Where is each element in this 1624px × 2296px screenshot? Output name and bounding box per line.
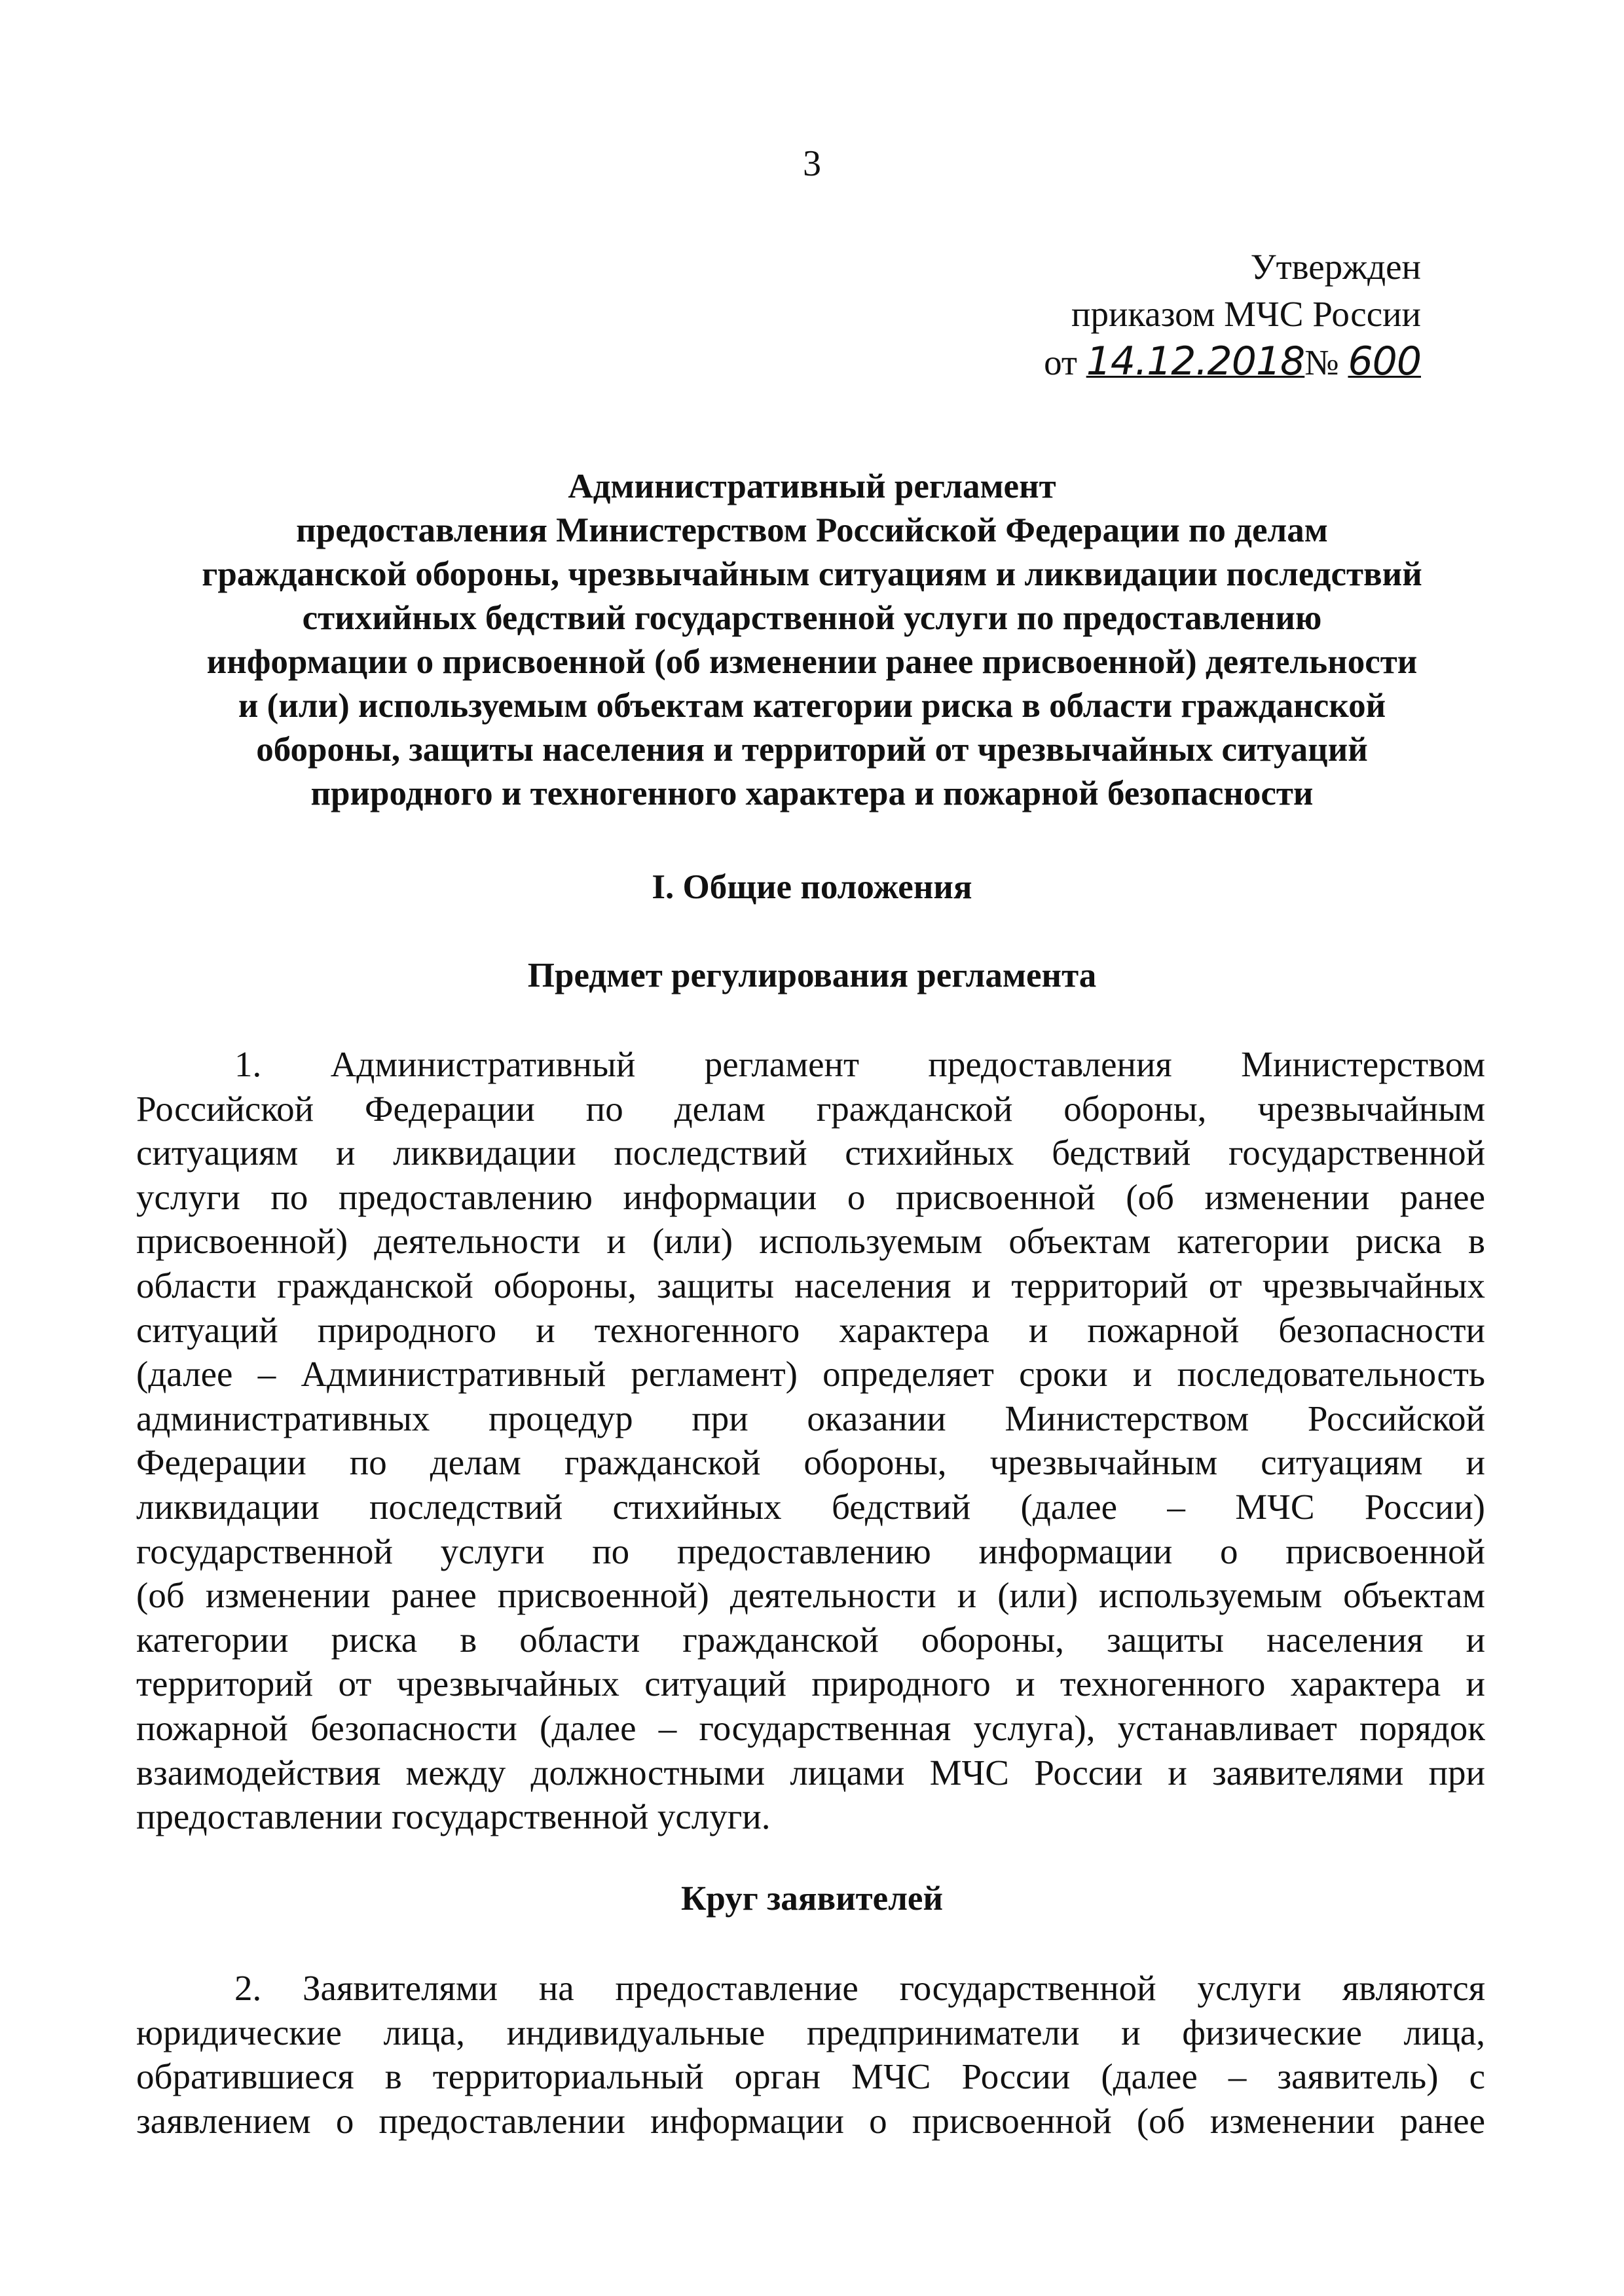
paragraph-line: государственной услуги по предоставлению информации о присвоенной — [136, 1531, 1485, 1571]
approval-order: приказом МЧС России — [1071, 294, 1421, 334]
paragraph-1 — [136, 1042, 1485, 1839]
approval-stamp — [1044, 244, 1421, 386]
paragraph-line: присвоенной) деятельности и (или) используемым объектам категории риска в — [136, 1221, 1485, 1262]
paragraph-2 — [136, 1966, 1485, 2143]
approval-date-line — [1044, 338, 1421, 386]
paragraph-line: (далее – Административный регламент) определяет сроки и последовательность — [136, 1354, 1485, 1394]
page-number: 3 — [803, 143, 821, 184]
paragraph-line: территорий от чрезвычайных ситуаций природного и техногенного характера и — [136, 1664, 1485, 1704]
title-line: обороны, защиты населения и территорий от чрезвычайных ситуаций — [256, 731, 1368, 769]
subsection-heading: Предмет регулирования регламента — [527, 957, 1097, 994]
approval-label: Утвержден — [1250, 247, 1421, 287]
paragraph-line: предоставлении государственной услуги. — [136, 1796, 771, 1837]
paragraph-line: 1. Административный регламент предоставления Министерством — [234, 1044, 1485, 1084]
paragraph-line: 2. Заявителями на предоставление государственной услуги являются — [234, 1968, 1485, 2008]
section-heading: I. Общие положения — [652, 868, 972, 906]
approval-number: 600 — [1348, 338, 1421, 384]
paragraph-line: категории риска в области гражданской обороны, защиты населения и — [136, 1619, 1485, 1660]
paragraph-line: услуги по предоставлению информации о присвоенной (об изменении ранее — [136, 1176, 1485, 1217]
approval-date: 14.12.2018 — [1086, 338, 1305, 384]
paragraph-line: взаимодействия между должностными лицами МЧС России и заявителями при — [136, 1752, 1485, 1793]
title-line: стихийных бедствий государственной услуги по предоставлению — [302, 599, 1322, 637]
paragraph-line: пожарной безопасности (далее – государственная услуга), устанавливает порядок — [136, 1707, 1485, 1748]
paragraph-line: (об изменении ранее присвоенной) деятельности и (или) используемым объектам — [136, 1575, 1485, 1616]
approval-date-prefix: от — [1044, 342, 1077, 382]
subsection-heading: Круг заявителей — [680, 1880, 943, 1918]
paragraph-line: юридические лица, индивидуальные предприниматели и физические лица, — [136, 2012, 1485, 2052]
paragraph-line: обратившиеся в территориальный орган МЧС России (далее – заявитель) с — [136, 2056, 1485, 2097]
title-line: предоставления Министерством Российской Федерации по делам — [296, 511, 1328, 549]
title-line: гражданской обороны, чрезвычайным ситуациям и ликвидации последствий — [202, 555, 1422, 593]
paragraph-line: ликвидации последствий стихийных бедствий (далее – МЧС России) — [136, 1486, 1485, 1527]
approval-number-sign: № — [1304, 342, 1339, 382]
title-line: природного и техногенного характера и пожарной безопасности — [310, 774, 1314, 812]
title-line: Административный регламент — [568, 467, 1056, 505]
paragraph-line: заявлением о предоставлении информации о присвоенной (об изменении ранее — [136, 2100, 1485, 2141]
paragraph-line: ситуациям и ликвидации последствий стихийных бедствий государственной — [136, 1133, 1485, 1173]
paragraph-line: Российской Федерации по делам гражданской обороны, чрезвычайным — [136, 1088, 1485, 1129]
paragraph-line: ситуаций природного и техногенного характера и пожарной безопасности — [136, 1309, 1485, 1350]
paragraph-line: Федерации по делам гражданской обороны, чрезвычайным ситуациям и — [136, 1442, 1485, 1483]
title-line: и (или) используемым объектам категории риска в области гражданской — [238, 687, 1386, 725]
paragraph-line: административных процедур при оказании Министерством Российской — [136, 1398, 1485, 1438]
document-title — [124, 465, 1500, 816]
title-line: информации о присвоенной (об изменении ранее присвоенной) деятельности — [206, 643, 1418, 681]
paragraph-line: области гражданской обороны, защиты населения и территорий от чрезвычайных — [136, 1265, 1485, 1305]
